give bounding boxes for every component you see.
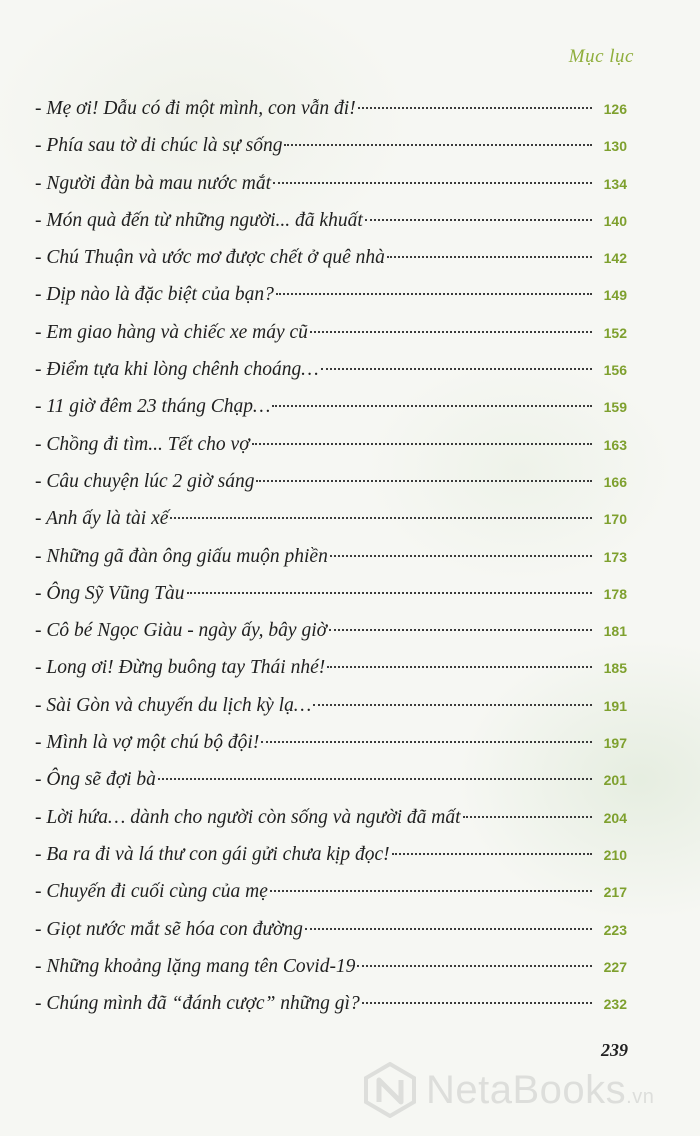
toc-entry-title: - Những gã đàn ông giấu muộn phiền	[35, 545, 328, 567]
dot-leader	[170, 517, 592, 519]
dot-leader	[270, 890, 592, 892]
toc-entry	[35, 463, 627, 500]
dot-leader	[329, 629, 592, 631]
toc-entry-page: 149	[603, 287, 627, 304]
toc-entry-title: - Lời hứa… dành cho người còn sống và người đã mất	[35, 806, 461, 828]
toc-entry	[35, 90, 627, 127]
toc-entry-title: - Chuyến đi cuối cùng của mẹ	[35, 881, 268, 903]
dot-leader	[357, 965, 592, 967]
toc-entry-title: - Ông Sỹ Vũng Tàu	[35, 582, 185, 604]
toc-entry-page: 142	[603, 250, 627, 267]
page-number: 239	[601, 1040, 628, 1060]
watermark-text	[426, 1068, 654, 1113]
toc-entry	[35, 873, 627, 910]
toc-entry	[35, 500, 627, 537]
toc-entry-title: - Dịp nào là đặc biệt của bạn?	[35, 284, 274, 306]
toc-entry	[35, 724, 627, 761]
toc-entry	[35, 388, 627, 425]
toc-entry-title: - Cô bé Ngọc Giàu - ngày ấy, bây giờ	[35, 620, 328, 642]
dot-leader	[276, 293, 592, 295]
toc-entry-page: 191	[603, 697, 627, 714]
running-header: Mục lục	[568, 46, 634, 67]
dot-leader	[261, 741, 592, 743]
watermark-brand: NetaBooks	[426, 1067, 627, 1112]
toc-entry-title: - 11 giờ đêm 23 tháng Chạp…	[35, 396, 271, 418]
dot-leader	[187, 592, 593, 594]
dot-leader	[272, 405, 592, 407]
dot-leader	[463, 816, 593, 818]
toc-entry-title: - Chú Thuận và ước mơ được chết ở quê nhà	[35, 247, 385, 269]
dot-leader	[158, 778, 592, 780]
watermark	[362, 1062, 654, 1118]
toc-entry-page: 126	[603, 101, 627, 117]
toc-entry-title: - Long ơi! Đừng buông tay Thái nhé!	[35, 657, 326, 679]
dot-leader	[321, 368, 592, 370]
netabooks-logo-icon	[362, 1062, 418, 1118]
toc-entry	[35, 985, 627, 1022]
toc-entry-page: 163	[603, 436, 627, 453]
toc-entry-page: 223	[603, 921, 627, 938]
toc-entry-page: 197	[603, 735, 627, 752]
toc-entry-page: 185	[603, 660, 627, 677]
toc-entry-title: - Ba ra đi và lá thư con gái gửi chưa kịp đọc!	[35, 843, 390, 865]
toc-entry-page: 170	[603, 511, 627, 528]
dot-leader	[327, 666, 592, 668]
toc-entry	[35, 612, 627, 649]
toc-entry-page: 152	[603, 324, 627, 341]
dot-leader	[256, 480, 592, 482]
toc-entry	[35, 239, 627, 276]
toc-entry	[35, 202, 627, 239]
toc-entry-page: 181	[603, 623, 627, 640]
toc-entry-page: 156	[603, 362, 627, 379]
toc-entry-page: 159	[603, 399, 627, 416]
toc-entry-page: 178	[603, 585, 627, 602]
toc-entry-title: - Câu chuyện lúc 2 giờ sáng	[35, 470, 255, 492]
toc-entry	[35, 799, 627, 836]
toc-entry	[35, 687, 627, 724]
toc-entry	[35, 911, 627, 948]
toc-entry-title: - Mình là vợ một chú bộ đội!	[35, 732, 260, 754]
dot-leader	[365, 219, 592, 221]
dot-leader	[313, 704, 592, 706]
toc-entry-page: 134	[603, 175, 627, 192]
table-of-contents	[35, 90, 627, 1022]
toc-entry-title: - Em giao hàng và chiếc xe máy cũ	[35, 321, 308, 343]
toc-entry-page: 201	[603, 772, 627, 789]
dot-leader	[362, 1002, 592, 1004]
dot-leader	[252, 443, 592, 445]
toc-entry-title: - Chúng mình đã “đánh cược” những gì?	[35, 993, 360, 1015]
toc-entry	[35, 351, 627, 388]
toc-entry	[35, 761, 627, 798]
toc-entry	[35, 836, 627, 873]
toc-entry-title: - Chồng đi tìm... Tết cho vợ	[35, 433, 250, 455]
toc-entry-title: - Món quà đến từ những người... đã khuất	[35, 209, 363, 231]
toc-entry-page: 130	[603, 138, 627, 155]
toc-entry-page: 217	[603, 884, 627, 901]
dot-leader	[387, 256, 592, 258]
toc-entry-title: - Mẹ ơi! Dẫu có đi một mình, con vẫn đi!	[35, 98, 356, 119]
dot-leader	[284, 144, 592, 146]
toc-entry-page: 204	[603, 809, 627, 826]
toc-entry	[35, 127, 627, 164]
dot-leader	[273, 182, 592, 184]
dot-leader	[392, 853, 592, 855]
dot-leader	[305, 928, 592, 930]
watermark-suffix: .vn	[626, 1085, 655, 1108]
toc-entry	[35, 649, 627, 686]
toc-entry-page: 227	[603, 958, 627, 975]
toc-entry-title: - Người đàn bà mau nước mắt	[35, 172, 271, 194]
toc-entry	[35, 314, 627, 351]
toc-entry-title: - Phía sau tờ di chúc là sự sống	[35, 135, 283, 157]
toc-entry	[35, 276, 627, 313]
dot-leader	[358, 107, 592, 109]
toc-entry-title: - Điểm tựa khi lòng chênh choáng…	[35, 359, 319, 381]
toc-entry	[35, 948, 627, 985]
toc-entry-title: - Những khoảng lặng mang tên Covid-19	[35, 955, 356, 977]
toc-entry-page: 232	[603, 996, 627, 1013]
toc-entry	[35, 165, 627, 202]
toc-entry-page: 210	[603, 846, 627, 863]
toc-entry-title: - Giọt nước mắt sẽ hóa con đường	[35, 918, 303, 940]
toc-entry-page: 140	[603, 212, 627, 229]
toc-entry	[35, 426, 627, 463]
toc-entry-title: - Sài Gòn và chuyến du lịch kỳ lạ…	[35, 694, 312, 716]
toc-entry-title: - Ông sẽ đợi bà	[35, 769, 156, 791]
toc-entry	[35, 575, 627, 612]
toc-entry-page: 166	[603, 473, 627, 490]
toc-entry-title: - Anh ấy là tài xế	[35, 508, 169, 530]
dot-leader	[330, 555, 592, 557]
toc-entry-page: 173	[603, 548, 627, 565]
dot-leader	[310, 331, 592, 333]
toc-entry	[35, 538, 627, 575]
